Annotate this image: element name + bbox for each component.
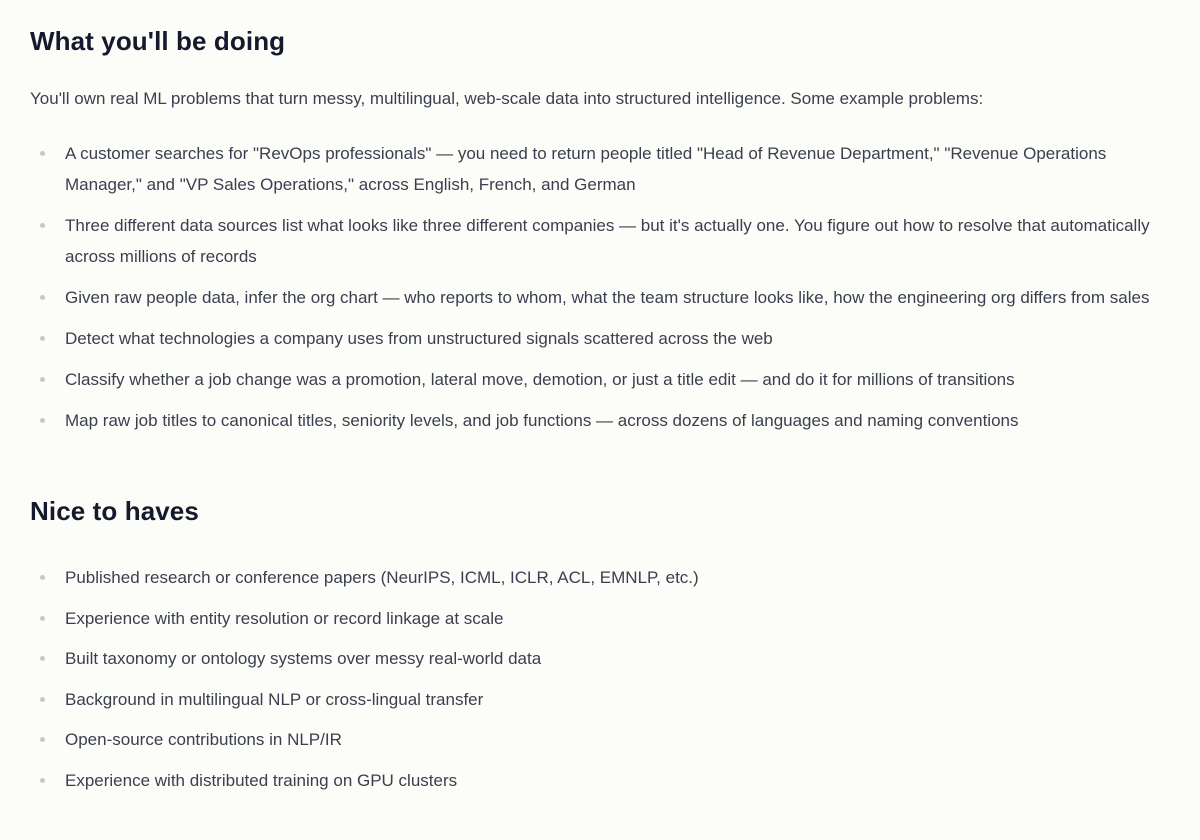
list-item bbox=[30, 684, 1170, 715]
bullet-icon bbox=[40, 778, 45, 783]
list-item-text: Published research or conference papers (NeurIPS, ICML, ICLR, ACL, EMNLP, etc.) bbox=[65, 568, 699, 587]
section-intro: You'll own real ML problems that turn messy, multilingual, web-scale data into structured intelligence. Some example problems: bbox=[30, 89, 984, 108]
list-item-text: Map raw job titles to canonical titles, seniority levels, and job functions — across dozens of languages and naming conventions bbox=[65, 411, 1019, 430]
list-item-text: A customer searches for "RevOps professionals" — you need to return people titled "Head of Revenue Department," "Revenue Operations Manager," and "VP Sales Operations," across English, French, and German bbox=[65, 144, 1107, 194]
bullet-icon bbox=[40, 616, 45, 621]
bullet-icon bbox=[40, 377, 45, 382]
bullet-icon bbox=[40, 656, 45, 661]
bullet-icon bbox=[40, 697, 45, 702]
bullet-icon bbox=[40, 737, 45, 742]
list-item bbox=[30, 210, 1170, 272]
bullet-icon bbox=[40, 418, 45, 423]
bullet-icon bbox=[40, 336, 45, 341]
list-item-text: Three different data sources list what looks like three different companies — but it's actually one. You figure out how to resolve that automatically across millions of records bbox=[65, 216, 1150, 266]
list-item bbox=[30, 138, 1170, 200]
section-title-what-youll-be-doing: What you'll be doing bbox=[30, 26, 286, 56]
list-item-text: Classify whether a job change was a promotion, lateral move, demotion, or just a title edit — and do it for millions of transitions bbox=[65, 370, 1015, 389]
list-item bbox=[30, 282, 1170, 313]
list-item bbox=[30, 724, 1170, 755]
example-problems-list bbox=[30, 138, 1170, 436]
list-item bbox=[30, 643, 1170, 674]
bullet-icon bbox=[40, 223, 45, 228]
bullet-icon bbox=[40, 295, 45, 300]
list-item-text: Background in multilingual NLP or cross-lingual transfer bbox=[65, 689, 484, 709]
list-item bbox=[30, 364, 1170, 395]
list-item bbox=[30, 562, 1170, 593]
list-item bbox=[30, 765, 1170, 796]
list-item-text: Open-source contributions in NLP/IR bbox=[65, 730, 342, 749]
section-title-nice-to-haves: Nice to haves bbox=[30, 496, 199, 526]
nice-to-haves-list bbox=[30, 562, 1170, 796]
list-item bbox=[30, 323, 1170, 354]
list-item-text: Experience with distributed training on GPU clusters bbox=[65, 770, 458, 790]
list-item bbox=[30, 405, 1170, 436]
list-item-text: Built taxonomy or ontology systems over messy real-world data bbox=[65, 649, 542, 668]
bullet-icon bbox=[40, 575, 45, 580]
list-item-text: Experience with entity resolution or record linkage at scale bbox=[65, 608, 504, 628]
list-item bbox=[30, 603, 1170, 634]
list-item-text: Detect what technologies a company uses from unstructured signals scattered across the web bbox=[65, 329, 773, 348]
bullet-icon bbox=[40, 151, 45, 156]
list-item-text: Given raw people data, infer the org chart — who reports to whom, what the team structure looks like, how the engineering org differs from sales bbox=[65, 288, 1150, 307]
